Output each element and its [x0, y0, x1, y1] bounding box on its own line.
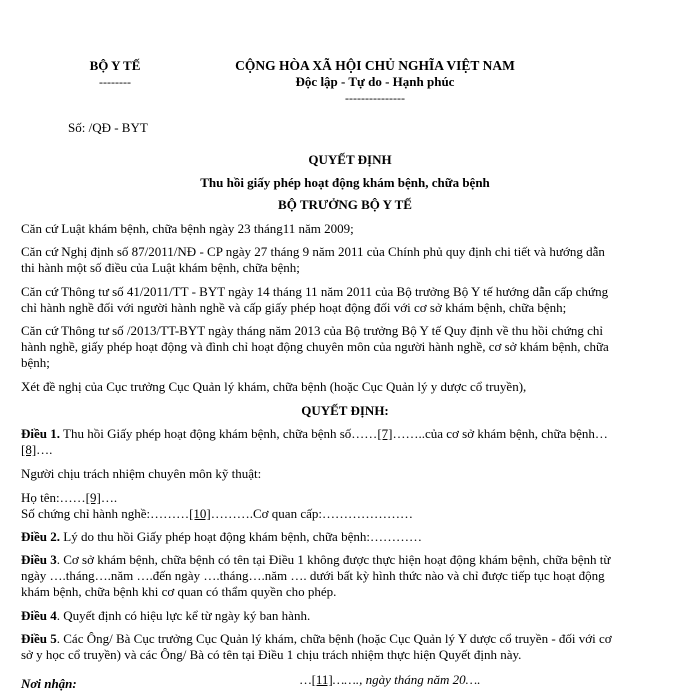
basis-proposal: Xét đề nghị của Cục trưởng Cục Quản lý khám, chữa bệnh (hoặc Cục Quản lý y dược cổ truyền), [21, 379, 527, 394]
basis-law: Căn cứ Luật khám bệnh, chữa bệnh ngày 23 tháng11 năm 2009; [21, 221, 354, 236]
decision-subject: Thu hồi giấy phép hoạt động khám bệnh, chữa bệnh [200, 175, 490, 190]
footnote-ref-link[interactable]: [11] [311, 672, 333, 687]
article-1-text: Thu hồi Giấy phép hoạt động khám bệnh, chữa bệnh số…… [60, 426, 378, 441]
practice-certificate [21, 506, 681, 522]
basis-circular-line: hành nghề, giấy phép hoạt động và đình chỉ hoạt động chuyên môn của người hành nghề, cơ sở khám bệnh, chữa [21, 339, 609, 354]
footnote-ref-link[interactable]: [10] [189, 506, 211, 521]
basis-circular-line: Căn cứ Thông tư số 41/2011/TT - BYT ngày 14 tháng 11 năm 2011 của Bộ trưởng Bộ Y tế hướng dẫn cấp chứng [21, 284, 609, 299]
article-3-text: . Cơ sở khám bệnh, chữa bệnh có tên tại Điều 1 không được thực hiện hoạt động khám bệnh, chữa bệnh từ [56, 552, 611, 567]
footnote-ref-link[interactable]: [9] [85, 490, 101, 505]
article-3 [21, 552, 681, 600]
nation-name: CỘNG HÒA XÃ HỘI CHỦ NGHĨA VIỆT NAM [235, 58, 515, 73]
article-3-label: Điều 3 [21, 552, 57, 567]
article-4 [21, 608, 681, 624]
signing-date-text: ……., ngày tháng năm 20…. [332, 672, 481, 687]
basis-circular-line: bệnh; [21, 355, 50, 370]
responsible-name-text: Họ tên:…… [21, 490, 86, 505]
responsible-name [21, 490, 681, 506]
footnote-ref-link[interactable]: [7] [377, 426, 393, 441]
article-2-label: Điều 2. [21, 529, 60, 544]
signing-date [300, 672, 480, 688]
basis-circular-line: Căn cứ Thông tư số /2013/TT-BYT ngày tháng năm 2013 của Bộ trưởng Bộ Y tế Quy định về thu hồi chứng chỉ [21, 323, 603, 338]
article-1-text: …. [36, 442, 53, 457]
article-3-text: ngày ….tháng….năm ….đến ngày ….tháng….năm …. dưới bất kỳ hình thức nào và chỉ được tiếp tục hoạt động [21, 568, 605, 583]
certificate-text: Số chứng chỉ hành nghề:……… [21, 506, 190, 521]
basis-decree-line: Căn cứ Nghị định số 87/2011/NĐ - CP ngày 27 tháng 9 năm 2011 của Chính phủ quy định chi tiết và hướng dẫn [21, 244, 605, 259]
ministry-rule: -------- [99, 75, 131, 89]
article-5-label: Điều 5 [21, 631, 57, 646]
article-2-text: Lý do thu hồi Giấy phép hoạt động khám bệnh, chữa bệnh:………… [60, 529, 422, 544]
article-4-label: Điều 4 [21, 608, 57, 623]
article-5-text: . Các Ông/ Bà Cục trưởng Cục Quản lý khám, chữa bệnh (hoặc Cục Quản lý Y dược cổ truyền - đối với cơ [56, 631, 612, 646]
article-5 [21, 631, 681, 663]
article-4-text: . Quyết định có hiệu lực kể từ ngày ký ban hành. [56, 608, 311, 623]
article-5-text: sở y học cổ truyền) và các Ông/ Bà có tên tại Điều 1 chịu trách nhiệm thực hiện Quyết định này. [21, 647, 522, 662]
basis-decree-line: thi hành một số điều của Luật khám bệnh, chữa bệnh; [21, 260, 300, 275]
article-2 [21, 529, 681, 545]
basis-decree [21, 244, 681, 276]
ministry-name: BỘ Y TẾ [89, 58, 141, 73]
article-1-label: Điều 1. [21, 426, 60, 441]
motto-rule: --------------- [345, 91, 405, 105]
issuing-authority: BỘ TRƯỞNG BỘ Y TẾ [278, 197, 412, 212]
basis-circular-41 [21, 284, 681, 316]
article-1 [21, 426, 681, 458]
document-number: Số: /QĐ - BYT [68, 120, 148, 135]
basis-circular-line: chỉ hành nghề đối với người hành nghề và cấp giấy phép hoạt động đối với cơ sở khám bệnh, chữa bệnh; [21, 300, 567, 315]
responsible-person-label: Người chịu trách nhiệm chuyên môn kỹ thuật: [21, 466, 262, 481]
certificate-text: ……….Cơ quan cấp:………………… [210, 506, 413, 521]
decides-heading: QUYẾT ĐỊNH: [301, 403, 389, 418]
motto: Độc lập - Tự do - Hạnh phúc [295, 74, 455, 89]
signing-date-text: … [300, 672, 312, 687]
recipients-label: Nơi nhận: [21, 676, 77, 691]
article-1-text: ……..của cơ sở khám bệnh, chữa bệnh… [392, 426, 608, 441]
decision-title: QUYẾT ĐỊNH [308, 152, 392, 167]
basis-circular-2013 [21, 323, 681, 371]
article-3-text: khám bệnh, chữa bệnh khi cơ quan có thẩm quyền cho phép. [21, 584, 337, 599]
footnote-ref-link[interactable]: [8] [21, 442, 37, 457]
responsible-name-text: …. [100, 490, 118, 505]
